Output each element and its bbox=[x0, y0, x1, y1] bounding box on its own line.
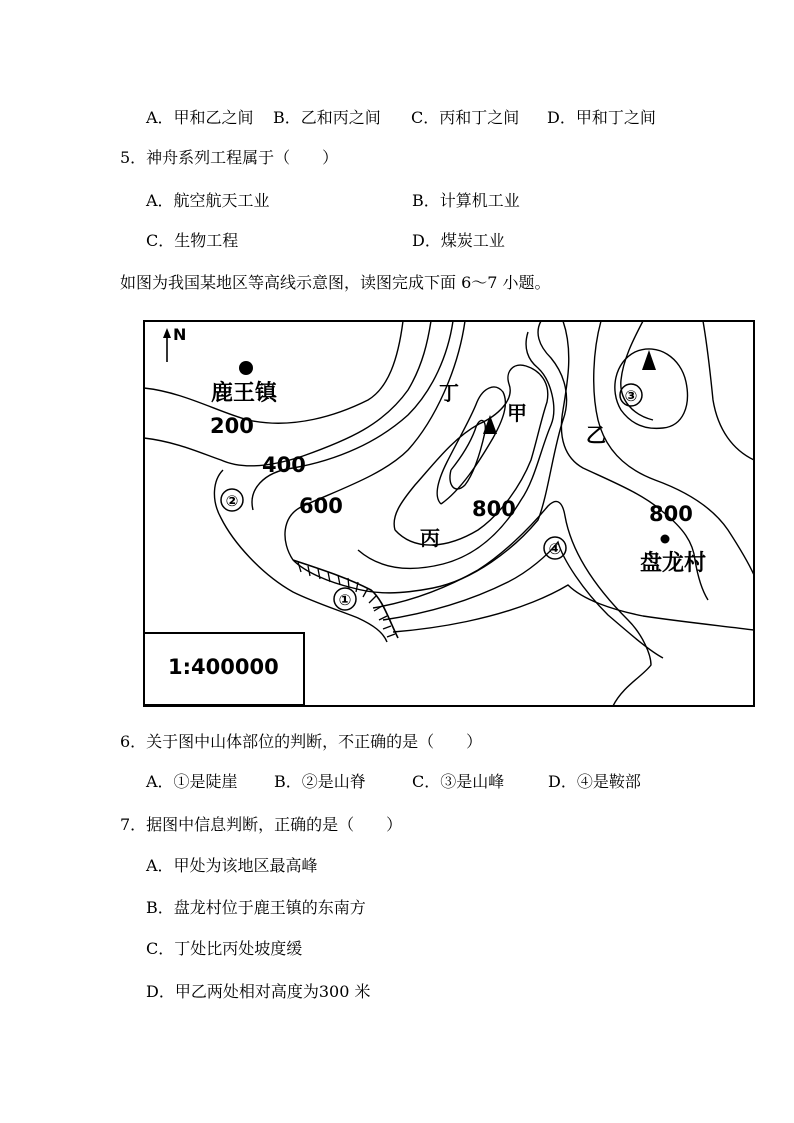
q4-option-b: B．乙和丙之间 bbox=[273, 108, 381, 127]
q4-option-a: A．甲和乙之间 bbox=[146, 108, 254, 127]
contour-label-600: 600 bbox=[299, 494, 343, 518]
q4-option-c: C．丙和丁之间 bbox=[411, 108, 520, 127]
village-dot bbox=[661, 535, 670, 544]
q6-option-c: C．③是山峰 bbox=[412, 772, 505, 791]
q5-option-b: B．计算机工业 bbox=[412, 191, 520, 210]
q7-option-d: D．甲乙两处相对高度为300 米 bbox=[146, 982, 371, 1001]
site-one: ① bbox=[338, 591, 352, 609]
q6-option-a: A．①是陡崖 bbox=[146, 772, 238, 791]
contour-label-400: 400 bbox=[262, 453, 306, 477]
point-yi: 乙 bbox=[586, 423, 606, 447]
contour-label-800-west: 800 bbox=[472, 497, 516, 521]
site-two: ② bbox=[225, 492, 239, 510]
q7-option-b: B．盘龙村位于鹿王镇的东南方 bbox=[146, 898, 366, 917]
map-intro: 如图为我国某地区等高线示意图，读图完成下面 6～7 小题。 bbox=[120, 273, 551, 292]
q6-stem: 6．关于图中山体部位的判断，不正确的是（ ） bbox=[120, 732, 483, 751]
town-dot bbox=[239, 361, 253, 375]
north-label: N bbox=[173, 325, 187, 344]
q5-option-a: A．航空航天工业 bbox=[146, 191, 270, 210]
q7-stem: 7．据图中信息判断，正确的是（ ） bbox=[120, 815, 403, 834]
site-four: ④ bbox=[548, 540, 562, 558]
contour-label-200: 200 bbox=[210, 414, 254, 438]
scale-label: 1:400000 bbox=[168, 655, 279, 679]
q5-option-c: C．生物工程 bbox=[146, 231, 239, 250]
q4-option-d: D．甲和丁之间 bbox=[547, 108, 656, 127]
point-ding: 丁 bbox=[439, 381, 459, 405]
point-bing: 丙 bbox=[420, 526, 440, 550]
contour-map bbox=[143, 320, 755, 707]
q6-option-b: B．②是山脊 bbox=[274, 772, 366, 791]
q7-option-c: C．丁处比丙处坡度缓 bbox=[146, 939, 303, 958]
q6-option-d: D．④是鞍部 bbox=[548, 772, 641, 791]
q7-option-a: A．甲处为该地区最高峰 bbox=[146, 856, 318, 875]
contour-label-800-east: 800 bbox=[649, 502, 693, 526]
q5-stem: 5．神舟系列工程属于（ ） bbox=[120, 148, 339, 167]
village-label: 盘龙村 bbox=[640, 550, 707, 576]
q5-option-d: D．煤炭工业 bbox=[412, 231, 505, 250]
site-three: ③ bbox=[624, 387, 638, 405]
town-label: 鹿王镇 bbox=[211, 380, 278, 406]
point-jia: 甲 bbox=[507, 401, 527, 425]
